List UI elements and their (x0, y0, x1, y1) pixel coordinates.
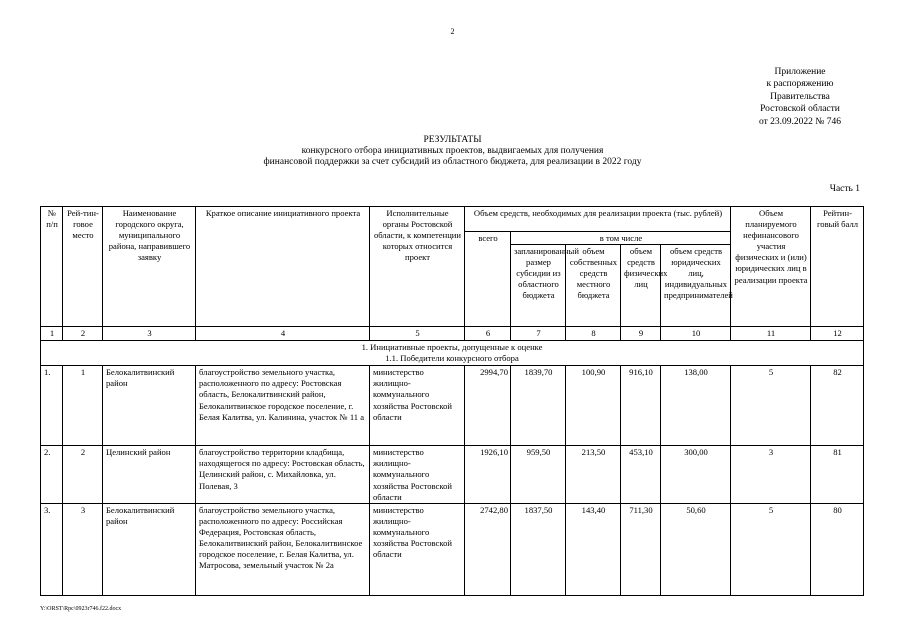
cell-legal: 138,00 (661, 366, 731, 446)
table-row (41, 503, 864, 595)
title-heading: РЕЗУЛЬТАТЫ (423, 135, 482, 145)
appendix-line: Правительства (770, 91, 830, 102)
cell-local: 100,90 (566, 366, 621, 446)
header-individuals: объем средств физических лиц (621, 245, 661, 327)
cell-body: министерство жилищно-коммунального хозяйства Ростовской области (370, 366, 465, 446)
cell-total: 1926,10 (465, 446, 511, 503)
cell-total: 2994,70 (465, 366, 511, 446)
header-funding: Объем средств, необходимых для реализации проекта (тыс. рублей) (465, 207, 731, 232)
cell-nonfin: 5 (731, 366, 811, 446)
cell-name: Белокалитвинский район (103, 503, 196, 595)
appendix-block (700, 66, 900, 128)
appendix-line: к распоряжению (766, 79, 834, 90)
header-legal: объем средств юридических лиц, индивидуальных предпринимателей (661, 245, 731, 327)
column-number: 8 (566, 327, 621, 341)
cell-name: Белокалитвинский район (103, 366, 196, 446)
cell-individuals: 916,10 (621, 366, 661, 446)
header-name: Наименование городского округа, муниципального района, направившего заявку (103, 207, 196, 327)
results-table (40, 206, 864, 596)
cell-place: 1 (63, 366, 103, 446)
header-bodies: Исполнительные органы Ростовской области, к компетенции которых относится проект (370, 207, 465, 327)
cell-description: благоустройство территории кладбища, находящегося по адресу: Ростовская область, Целинский район, с. Михайловка, ул. Полевая, 3 (196, 446, 370, 503)
subsection-title: 1.1. Победители конкурсного отбора (385, 353, 519, 364)
column-number: 1 (41, 327, 63, 341)
cell-score: 82 (811, 366, 864, 446)
table-row (41, 366, 864, 446)
cell-description: благоустройство земельного участка, расположенного по адресу: Российская Федерация, Ростовская область, Белокалитвинский район, Белокалитвинское городское поселение, г. Белая Калитва, ул. Матросова, земельный участок № 2а (196, 503, 370, 595)
cell-local: 143,40 (566, 503, 621, 595)
column-number: 9 (621, 327, 661, 341)
section-title: 1. Инициативные проекты, допущенные к оценке (361, 342, 543, 353)
header-score: Рейтин-говый балл (811, 207, 864, 327)
cell-subsidy: 1837,50 (511, 503, 566, 595)
header-rating-place: Рей-тин-говое место (63, 207, 103, 327)
appendix-line: от 23.09.2022 № 746 (759, 116, 841, 127)
column-number: 12 (811, 327, 864, 341)
part-label: Часть 1 (829, 184, 860, 194)
header-subsidy: запланированный размер субсидии из областного бюджета (511, 245, 566, 327)
cell-place: 2 (63, 446, 103, 503)
table-row (41, 446, 864, 503)
column-number: 3 (103, 327, 196, 341)
cell-legal: 50,60 (661, 503, 731, 595)
appendix-line: Ростовской области (760, 104, 840, 115)
section-heading (41, 341, 864, 366)
cell-num: 2. (41, 446, 63, 503)
column-number: 5 (370, 327, 465, 341)
title-line: финансовой поддержки за счет субсидий из областного бюджета, для реализации в 2022 году (263, 157, 642, 168)
cell-body: министерство жилищно-коммунального хозяйства Ростовской области (370, 503, 465, 595)
cell-total: 2742,80 (465, 503, 511, 595)
cell-individuals: 453,10 (621, 446, 661, 503)
cell-name: Целинский район (103, 446, 196, 503)
column-number: 2 (63, 327, 103, 341)
cell-subsidy: 959,50 (511, 446, 566, 503)
cell-score: 80 (811, 503, 864, 595)
header-nonfin: Объем планируемого нефинансового участия физических и (или) юридических лиц в реализации проекта (731, 207, 811, 327)
column-number: 11 (731, 327, 811, 341)
cell-num: 3. (41, 503, 63, 595)
header-description: Краткое описание инициативного проекта (196, 207, 370, 327)
cell-legal: 300,00 (661, 446, 731, 503)
header-total: всего (465, 232, 511, 327)
header-num: № п/п (41, 207, 63, 327)
footer-file-path: Y:\ORST\Rpc\0923r746.f22.docx (40, 606, 122, 612)
cell-description: благоустройство земельного участка, расположенного по адресу: Ростовская область, Белокалитвинский район, Белокалитвинское городское поселение, г. Белая Калитва, ул. Калинина, участок № 11 а (196, 366, 370, 446)
cell-nonfin: 3 (731, 446, 811, 503)
title-line: конкурсного отбора инициативных проектов, выдвигаемых для получения (301, 146, 604, 157)
cell-body: министерство жилищно-коммунального хозяйства Ростовской области (370, 446, 465, 503)
column-number: 10 (661, 327, 731, 341)
document-title (0, 135, 905, 169)
header-including: в том числе (511, 232, 731, 245)
column-number: 4 (196, 327, 370, 341)
section-row (41, 341, 864, 366)
column-number: 7 (511, 327, 566, 341)
header-row (41, 207, 864, 232)
cell-individuals: 711,30 (621, 503, 661, 595)
header-local: объем собственных средств местного бюджета (566, 245, 621, 327)
appendix-line: Приложение (774, 67, 826, 77)
cell-num: 1. (41, 366, 63, 446)
cell-local: 213,50 (566, 446, 621, 503)
cell-subsidy: 1839,70 (511, 366, 566, 446)
cell-score: 81 (811, 446, 864, 503)
column-numbers-row (41, 327, 864, 341)
cell-nonfin: 5 (731, 503, 811, 595)
column-number: 6 (465, 327, 511, 341)
cell-place: 3 (63, 503, 103, 595)
page-number: 2 (450, 27, 455, 36)
